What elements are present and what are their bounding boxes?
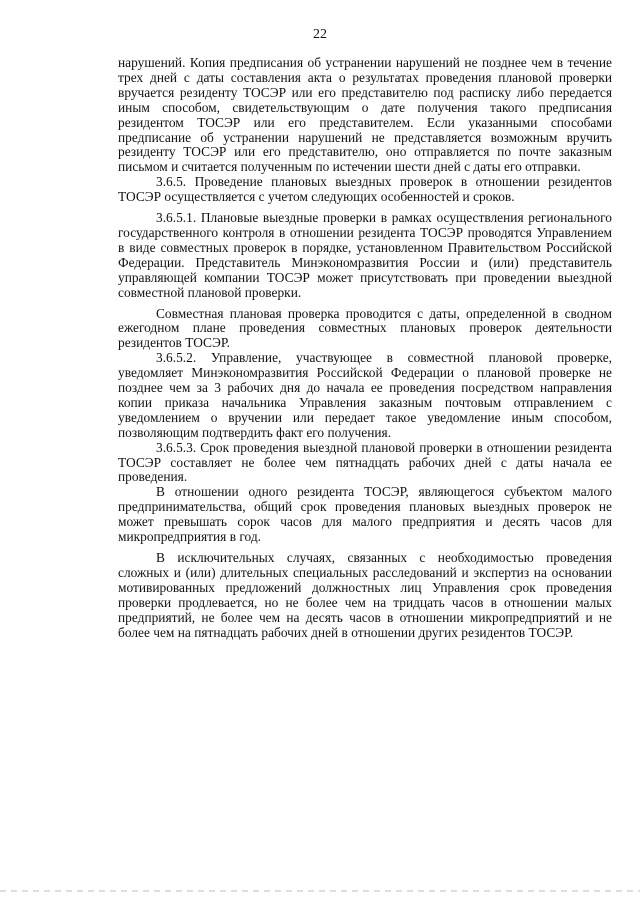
scan-edge <box>0 890 640 892</box>
page-number: 22 <box>313 27 327 42</box>
document-body <box>118 56 612 640</box>
paragraph-3-6-5-3: 3.6.5.3. Срок проведения выездной плановой проверки в отношении резидента ТОСЭР составляет не более чем пятнадцать рабочих дней с даты начала ее проведения. <box>118 439 612 485</box>
paragraph-exceptional-cases: В исключительных случаях, связанных с необходимостью проведения сложных и (или) длительных специальных расследований и экспертиз на основании мотивированных предложений должностных лиц Управления срок проведения проверки продлевается, но не более чем на тридцать часов в отношении малых предприятий, не более чем на десять часов в отношении микропредприятий и не более чем на пятнадцать рабочих дней в отношении других резидентов ТОСЭР. <box>118 550 612 640</box>
paragraph-small-business: В отношении одного резидента ТОСЭР, являющегося субъектом малого предпринимательства, общий срок проведения плановых выездных проверок не может превышать сорок часов для малого предприятия и десять часов для микропредприятия в год. <box>118 484 612 545</box>
paragraph-continuation: нарушений. Копия предписания об устранении нарушений не позднее чем в течение трех дней с даты составления акта о результатах проведения плановой проверки вручается резиденту ТОСЭР или его представителю под расписку либо передается иным способом, свидетельствующим о дате получения такого предписания резидентом ТОСЭР или его представителем. Если указанными способами предписание об устранении нарушений не представляется возможным вручить резиденту ТОСЭР или его представителю, оно отправляется по почте заказным письмом и считается полученным по истечении шести дней с даты его отправки. <box>118 55 612 175</box>
paragraph-3-6-5: 3.6.5. Проведение плановых выездных проверок в отношении резидентов ТОСЭР осуществляется с учетом следующих особенностей и сроков. <box>118 174 612 205</box>
paragraph-3-6-5-2: 3.6.5.2. Управление, участвующее в совместной плановой проверке, уведомляет Минэкономразвития Российской Федерации о плановой проверке не позднее чем за 3 рабочих дня до начала ее проведения посредством направления копии приказа начальника Управления заказным почтовым отправлением с уведомлением о вручении или передает такое уведомление иным способом, позволяющим подтвердить факт его получения. <box>118 350 612 440</box>
paragraph-3-6-5-1: 3.6.5.1. Плановые выездные проверки в рамках осуществления регионального государственного контроля в отношении резидента ТОСЭР проводятся Управлением в виде совместных проверок в порядке, установленном Правительством Российской Федерации. Представитель Минэкономразвития России и (или) представитель управляющей компании ТОСЭР может присутствовать при проведении выездной совместной плановой проверки. <box>118 210 612 300</box>
paragraph-joint-inspection: Совместная плановая проверка проводится с даты, определенной в сводном ежегодном плане проведения совместных плановых проверок деятельности резидентов ТОСЭР. <box>118 305 612 351</box>
